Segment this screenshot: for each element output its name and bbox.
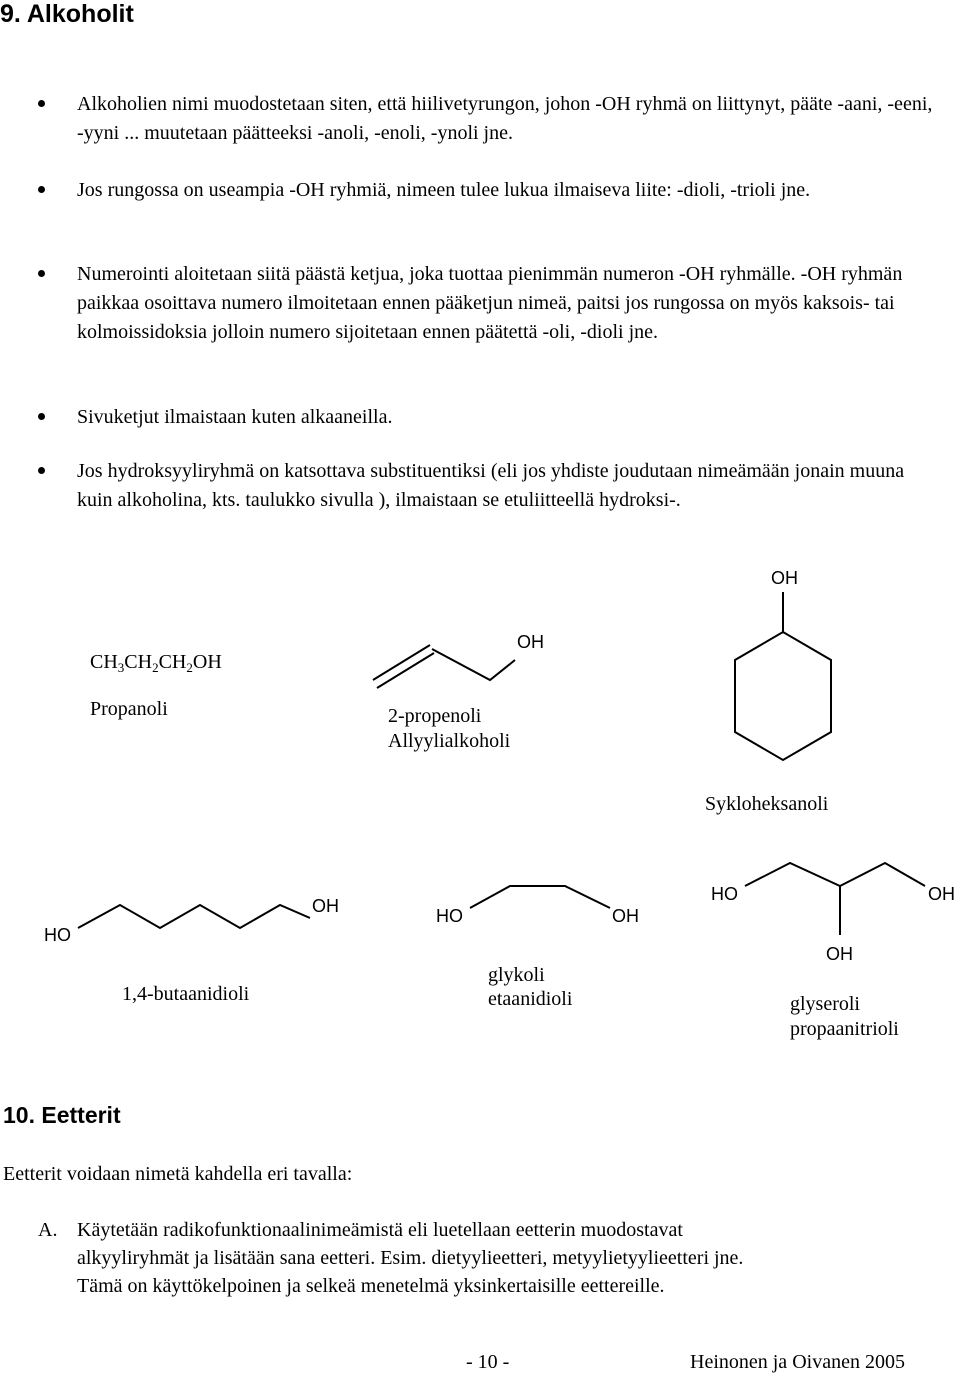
glycol-name: glykoli [488, 964, 545, 986]
ethers-item-a-line: alkyyliryhmät ja lisätään sana eetteri. Esim. dietyylieetteri, metyylietyylieetteri jne. [77, 1247, 744, 1269]
propenol-skeleton [373, 645, 515, 688]
propanol-formula: $CH_3CH_2CH_2OH$ [90, 651, 222, 675]
footer-authors: Heinonen ja Oivanen 2005 [690, 1351, 905, 1373]
bullet-text: Numerointi aloitetaan siitä päästä ketjua, joka tuottaa pienimmän numeron -OH ryhmälle. -OH ryhmän paikkaa osoittava numero ilmoitetaan ennen pääketjun nimeä, paitsi jos rungossa on myös kaksois- tai kolmoissidoksia jolloin numero sijoitetaan ennen päätettä -oli, -dioli jne. [77, 263, 903, 343]
butanediol-oh-label: OH [312, 896, 339, 916]
glycerol-oh-right-label: OH [928, 884, 955, 904]
cyclohexanol-name: Sykloheksanoli [705, 793, 829, 815]
butanediol-ho-label: HO [44, 925, 71, 945]
glycol-ho-label: HO [436, 906, 463, 926]
propenol-trivial-name: Allyylialkoholi [388, 730, 511, 752]
propenol-name: 2-propenoli [388, 705, 482, 727]
propenol-oh-label: OH [517, 632, 544, 652]
bullet-text: Sivuketjut ilmaistaan kuten alkaaneilla. [77, 406, 393, 428]
section-heading-eetterit: 10. Eetterit [3, 1102, 121, 1128]
ethers-intro: Eetterit voidaan nimetä kahdella eri tavalla: [3, 1163, 353, 1185]
glycerol-name: glyseroli [790, 993, 860, 1015]
ethers-item-a-marker: A. [38, 1219, 58, 1241]
bullet-text: Jos rungossa on useampia -OH ryhmiä, nimeen tulee lukua ilmaiseva liite: -dioli, -trioli jne. [77, 179, 811, 201]
glycerol-skeleton [745, 863, 925, 935]
glycol-skeleton [470, 886, 610, 908]
ethers-item-a-line: Tämä on käyttökelpoinen ja selkeä menetelmä yksinkertaisille eettereille. [77, 1275, 665, 1297]
butanediol-name: 1,4-butaanidioli [122, 983, 250, 1005]
glycol-oh-label: OH [612, 906, 639, 926]
glycol-systematic-name: etaanidioli [488, 988, 573, 1010]
glycerol-oh-middle-label: OH [826, 944, 853, 964]
glycerol-systematic-name: propaanitrioli [790, 1018, 899, 1040]
page-number: - 10 - [466, 1351, 510, 1373]
bullet-text: Jos hydroksyyliryhmä on katsottava substituentiksi (eli jos yhdiste joudutaan nimeämään jonain muuna kuin alkoholina, kts. taulukko sivulla ), ilmaistaan se etuliitteellä hydroksi-. [77, 460, 905, 511]
cyclohexane-ring [735, 592, 831, 760]
butanediol-skeleton [78, 905, 310, 928]
section-heading-alkoholit: 9. Alkoholit [0, 0, 134, 28]
ethers-item-a-line: Käytetään radikofunktionaalinimeämistä eli luetellaan eetterin muodostavat [77, 1219, 683, 1241]
bullet-text: Alkoholien nimi muodostetaan siten, että hiilivetyrungon, johon -OH ryhmä on liittynyt, pääte -aani, -eeni, -yyni ... muutetaan päätteeksi -anoli, -enoli, -ynoli jne. [77, 93, 933, 144]
cyclohexanol-oh-label: OH [771, 568, 798, 588]
propanol-name: Propanoli [90, 698, 168, 720]
glycerol-ho-label: HO [711, 884, 738, 904]
